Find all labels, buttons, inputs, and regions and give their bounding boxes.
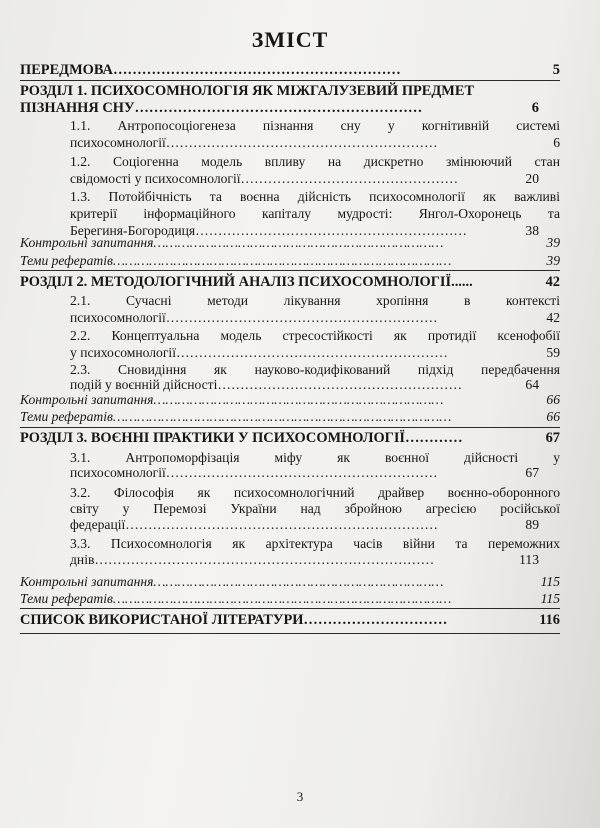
toc-page-number: 39	[546, 235, 560, 250]
toc-entry-label: 2.3. Сновидіння як науково-кодифікований підхід передбачення	[70, 362, 560, 377]
toc-entry-label: подій у воєнній дійсності………………………………………………	[70, 377, 463, 392]
page-number: 3	[296, 789, 304, 804]
toc-page-number: 38	[525, 223, 539, 238]
toc-page-number: 5	[552, 62, 560, 78]
toc-page-number: 89	[525, 517, 539, 532]
page-title: ЗМІСТ	[251, 27, 329, 52]
divider	[20, 608, 560, 609]
toc-entry-3-2-cont2[interactable]	[20, 516, 560, 533]
toc-entry-3-1-cont[interactable]	[20, 464, 560, 481]
toc-entry-essays-3[interactable]	[20, 590, 560, 607]
toc-entry-label: днів…………………………………………………………………	[70, 552, 435, 567]
toc-entry-label: 1.1. Антропосоціогенеза пізнання сну у когнітивній системі	[70, 118, 560, 133]
toc-page-number: 59	[546, 345, 560, 360]
toc-entry-questions-2[interactable]	[20, 391, 560, 408]
toc-entry-label: Контрольні запитання………………………………………………………………	[20, 235, 444, 250]
toc-entry-label: ПІЗНАННЯ СНУ……………………………………………………	[20, 100, 423, 116]
toc-entry-2-2[interactable]	[20, 327, 560, 344]
toc-entry-label: психосомнології……………………………………………………	[70, 465, 438, 480]
toc-entry-label: у психосомнології……………………………………………………	[70, 345, 448, 360]
toc-section-2-title[interactable]	[20, 274, 560, 291]
toc-page-number: 67	[525, 465, 539, 480]
toc-page-number: 20	[525, 171, 539, 186]
toc-page-number: 39	[546, 253, 560, 268]
toc-entry-intro[interactable]	[20, 62, 560, 79]
toc-entry-1-1[interactable]	[20, 117, 560, 134]
toc-section-3-title[interactable]	[20, 430, 560, 447]
toc-entry-label: Теми рефератів…………………………………………………………………………	[20, 591, 452, 606]
toc-section-1-title[interactable]	[20, 83, 560, 100]
toc-entry-1-3-cont[interactable]	[20, 205, 560, 222]
toc-entry-2-1[interactable]	[20, 292, 560, 309]
toc-entry-3-2-cont[interactable]	[20, 500, 560, 517]
toc-entry-label: свідомості у психосомнології…………………………………………	[70, 171, 459, 186]
toc-page-number: 64	[525, 377, 539, 392]
toc-entry-essays-1[interactable]	[20, 252, 560, 269]
toc-page-number: 115	[540, 591, 560, 606]
toc-page-number: 6	[553, 135, 560, 150]
toc-entry-label: ПЕРЕДМОВА……………………………………………………	[20, 62, 401, 78]
toc-entry-label: РОЗДІЛ 2. МЕТОДОЛОГІЧНИЙ АНАЛІЗ ПСИХОСОМНОЛОГІЇ......	[20, 274, 473, 290]
toc-entry-label: 3.3. Психосомнологія як архітектура часів війни та переможних	[70, 536, 560, 551]
toc-entry-label: РОЗДІЛ 3. ВОЄННІ ПРАКТИКИ У ПСИХОСОМНОЛОГІЇ…………	[20, 430, 463, 446]
toc-entry-label: 3.1. Антропоморфізація міфу як воєнної дійсності у	[70, 450, 560, 465]
toc-page-number: 6	[531, 100, 539, 116]
toc-page-number: 66	[546, 392, 560, 407]
toc-page-number: 115	[540, 574, 560, 589]
toc-entry-label: 2.2. Концептуальна модель стресостійкості як протидії ксенофобії	[70, 328, 560, 343]
toc-page-number: 66	[546, 409, 560, 424]
divider	[20, 427, 560, 428]
toc-page-number: 42	[546, 310, 560, 325]
toc-entry-questions-3[interactable]	[20, 573, 560, 590]
toc-entry-2-2-cont[interactable]	[20, 344, 560, 361]
toc-entry-label: Контрольні запитання………………………………………………………………	[20, 392, 444, 407]
toc-entry-2-1-cont[interactable]	[20, 309, 560, 326]
toc-page-number: 42	[545, 274, 560, 290]
toc-entry-1-2-cont[interactable]	[20, 170, 560, 187]
toc-entry-label: СПИСОК ВИКОРИСТАНОЇ ЛІТЕРАТУРИ…………………………	[20, 612, 448, 628]
toc-entry-1-3[interactable]	[20, 188, 560, 205]
toc-entry-label: 3.2. Філософія як психосомнологічний драйвер воєнно-оборонного	[70, 485, 560, 500]
divider	[20, 633, 560, 634]
toc-entry-label: 1.3. Потойбічність та воєнна дійсність психосомнології як важливі	[70, 189, 560, 204]
toc-entry-label: світу у Перемозі України над збройною агресією російської	[70, 501, 560, 516]
toc-entry-label: РОЗДІЛ 1. ПСИХОСОМНОЛОГІЯ ЯК МІЖГАЛУЗЕВИЙ ПРЕДМЕТ	[20, 83, 475, 99]
toc-entry-references[interactable]	[20, 612, 560, 629]
toc-entry-label: 2.1. Сучасні методи лікування хропіння в контексті	[70, 293, 560, 308]
toc-entry-label: психосомнології……………………………………………………	[70, 310, 438, 325]
toc-entry-1-2[interactable]	[20, 153, 560, 170]
toc-entry-label: психосомнології……………………………………………………	[70, 135, 438, 150]
toc-entry-label: 1.2. Соціогенна модель впливу на дискретно змінюючий стан	[70, 154, 560, 169]
toc-section-1-title-cont[interactable]	[20, 100, 560, 117]
toc-page-number: 116	[539, 612, 560, 628]
toc-entry-label: критерії інформаційного капіталу мудрості: Янгол-Охоронець та	[70, 206, 560, 221]
toc-entry-3-3[interactable]	[20, 535, 560, 552]
toc-entry-label: Теми рефератів…………………………………………………………………………	[20, 253, 452, 268]
toc-entry-label: Контрольні запитання………………………………………………………………	[20, 574, 444, 589]
toc-entry-label: Берегиня-Богородиця……………………………………………………	[70, 223, 468, 238]
toc-entry-essays-2[interactable]	[20, 408, 560, 425]
toc-entry-1-1-cont[interactable]	[20, 134, 560, 151]
toc-page-number: 113	[519, 552, 539, 567]
toc-entry-label: федерації……………………………………………………………	[70, 517, 438, 532]
toc-entry-3-2[interactable]	[20, 484, 560, 501]
toc-entry-label: Теми рефератів…………………………………………………………………………	[20, 409, 452, 424]
divider	[20, 270, 560, 271]
toc-entry-3-3-cont[interactable]	[20, 551, 560, 568]
toc-page-number: 67	[545, 430, 560, 446]
divider	[20, 80, 560, 81]
toc-entry-questions-1[interactable]	[20, 234, 560, 251]
